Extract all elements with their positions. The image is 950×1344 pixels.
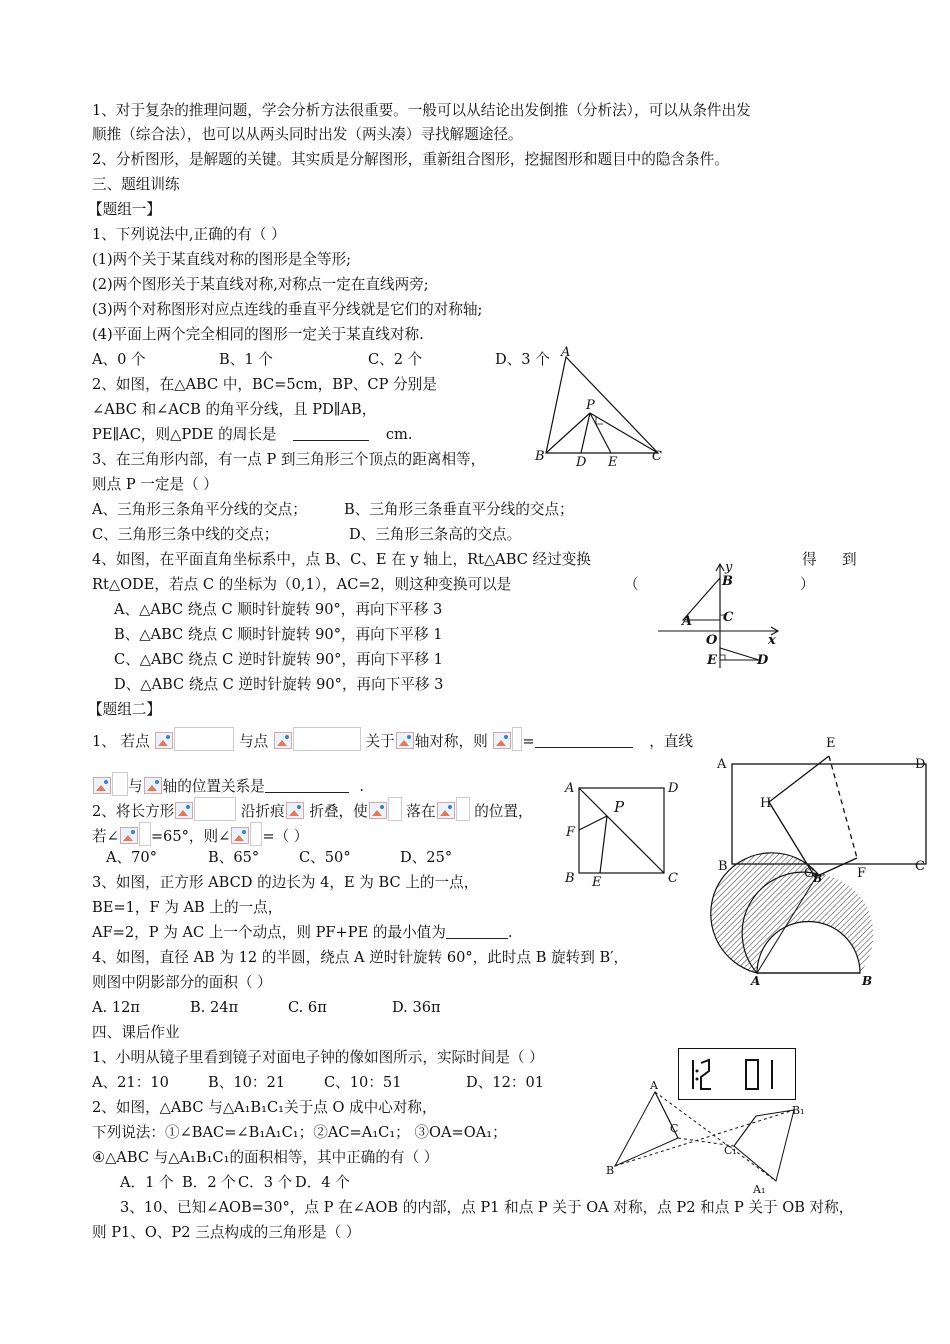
label-b1: B₁ [792,1104,805,1117]
option-d: D、25° [400,849,453,866]
formula-box [250,822,262,846]
label-d: D [576,455,587,470]
image-placeholder-icon [155,732,173,749]
s4-q2-options [120,1173,350,1193]
text: 关于 [365,733,395,750]
s4-q2-line-1: 2、如图，△ABC 与△A₁B₁C₁关于点 O 成中心对称， [92,1099,437,1116]
option-b: B．2 个 [182,1174,236,1191]
text: =65°，则∠ [150,828,231,845]
image-placeholder-icon [144,777,162,794]
g1-q3-line-1: 3、在三角形内部，有一点 P 到三角形三个顶点的距离相等， [92,451,486,468]
label-b: B [722,574,733,589]
g1-q1-item-2: (2)两个图形关于某直线对称,对称点一定在直线两旁; [92,276,429,293]
g1-q3-options-cd [92,525,522,545]
option-c: C、2 个 [368,351,423,368]
label-c: C [723,610,734,625]
g2-q4-line-2: 则图中阴影部分的面积（ ） [92,974,272,991]
text: 折叠，使 [309,803,368,820]
paren-close: ） [800,576,815,593]
label-c: C [915,859,925,874]
semicircle-rotation-figure [725,868,885,990]
paren-open: （ [624,576,639,593]
option-b: B. 24π [190,999,239,1016]
s4-q2-line-3: ④△ABC 与△A₁B₁C₁的面积相等，其中正确的有（ ） [92,1149,439,1166]
s4-q3-line-2: 则 P1、O、P2 三点构成的三角形是（ ） [92,1224,361,1241]
g1-q4-option-b: B、△ABC 绕点 C 顺时针旋转 90°，再向下平移 1 [114,626,443,643]
g1-q4-word-2: 到 [842,551,857,568]
option-b: B、1 个 [219,351,273,368]
g1-q2-line-3 [92,425,412,445]
text: 与点 [239,733,269,750]
text: 轴的位置关系是 [162,778,265,795]
text: 2、将长方形 [92,803,175,820]
option-a: A、0 个 [92,351,146,368]
label-p: P [586,398,595,413]
option-d: D．4 个 [295,1174,350,1191]
label-d: D [668,781,679,796]
g1-q2-line-2: ∠ABC 和∠ACB 的角平分线，且 PD∥AB， [92,401,377,418]
g2-q2-line-2 [92,822,308,847]
option-c: C、50° [299,849,351,866]
image-placeholder-icon [274,732,292,749]
option-b: B、三角形三条垂直平分线的交点； [344,501,574,518]
label-a: A [717,757,727,772]
g2-q1-line-1 [92,727,693,753]
image-placeholder-icon [396,732,414,749]
image-placeholder-icon [286,802,304,819]
g1-q3-line-2: 则点 P 一定是（ ） [92,476,218,493]
option-a: A、21：10 [92,1074,169,1091]
label-d: D [915,757,926,772]
s4-q2-line-2: 下列说法：①∠BAC=∠B₁A₁C₁；②AC=A₁C₁； ③OA=OA₁； [92,1124,507,1141]
option-b: B、10：21 [208,1074,286,1091]
g1-q1-item-3: (3)两个对称图形对应点连线的垂直平分线就是它们的对称轴; [92,301,483,318]
g2-q2-line-1 [92,797,533,822]
label-a: A [561,345,571,360]
coordinate-figure [655,560,785,672]
formula-box [174,727,234,751]
triangle-abc-figure [533,345,668,470]
label-y: y [725,560,733,575]
g1-q2-line-3-text: PE∥AC，则△PDE 的周长是 [92,426,277,443]
text: = [522,733,535,750]
label-c: C [670,1122,679,1135]
g2-q2-options [106,848,453,868]
s4-q3-line-1: 3、10、已知∠AOB=30°，点 P 在∠AOB 的内部，点 P1 和点 P 关于 OA 对称，点 P2 和点 P 关于 OB 对称， [120,1199,854,1216]
formula-box [194,797,236,821]
method-line-1: 1、对于复杂的推理问题，学会分析方法很重要。一般可以从结论出发倒推（分析法），可以从条件出发 [92,102,751,119]
answer-blank [446,924,508,939]
label-e: E [826,736,836,751]
g1-q3-options-ab [92,500,574,520]
label-e: E [592,875,602,890]
option-d: D、三角形三条高的交点。 [349,526,522,543]
g2-q1-line-2 [92,772,364,797]
g1-q4-line-1-text: 4、如图，在平面直角坐标系中，点 B、C、E 在 y 轴上，Rt△ABC 经过变换 [92,551,591,568]
g1-q1-item-4: (4)平面上两个完全相同的图形一定关于某直线对称. [92,326,424,343]
g1-q4-line-2 [92,575,815,595]
g1-q4-option-d: D、△ABC 绕点 C 逆时针旋转 90°，再向下平移 3 [114,676,444,693]
text: 若∠ [92,828,119,845]
square-figure [562,778,690,890]
s4-q1-stem: 1、小明从镜子里看到镜子对面电子钟的像如图所示，实际时间是（ ） [92,1049,544,1066]
option-a: A、70° [106,849,157,866]
label-b: B [535,449,545,464]
group2-title: 【题组二】 [88,701,161,718]
g2-q4-line-1: 4、如图，直径 AB 为 12 的半圆，绕点 A 逆时针旋转 60°，此时点 B 旋转到 B′， [92,949,629,966]
text: 1、 若点 [92,733,150,750]
text: 沿折痕 [240,803,285,820]
label-a1: A₁ [753,1183,766,1196]
label-c: C [652,449,662,464]
formula-box [139,822,151,846]
option-a: A．1 个 [120,1174,174,1191]
section-4-title: 四、课后作业 [92,1024,180,1041]
label-a: A [650,1079,658,1092]
image-placeholder-icon [93,777,111,794]
text: 的位置， [474,803,533,820]
g1-q4-word-1: 得 [802,551,817,568]
s4-q1-options [92,1073,545,1093]
label-p: P [614,798,625,816]
label-e: E [707,653,717,668]
option-b: B、65° [208,849,260,866]
formula-box [512,727,522,751]
central-symmetry-figure [598,1078,810,1198]
label-c: C [668,871,678,886]
method-line-3: 2、分析图形，是解题的关键。其实质是分解图形，重新组合图形，挖掘图形和题目中的隐含条件。 [92,151,729,168]
option-c: C、三角形三条中线的交点； [92,526,279,543]
image-placeholder-icon [437,802,455,819]
label-b: B [606,1164,615,1177]
label-a: A [565,781,575,796]
option-a: A. 12π [92,999,140,1016]
g1-q1-options [92,350,550,370]
option-c: C．3 个 [238,1174,293,1191]
text: =（ ） [262,828,309,845]
text: AF=2，P 为 AC 上一个动点，则 PF+PE 的最小值为 [92,924,446,941]
option-d: D、12：01 [466,1074,545,1091]
formula-box [293,727,361,751]
label-b: B [565,871,575,886]
image-placeholder-icon [231,827,249,844]
option-c: C. 6π [288,999,327,1016]
image-placeholder-icon [369,802,387,819]
option-d: D、3 个 [495,351,550,368]
option-d: D. 36π [392,999,441,1016]
label-x: x [768,633,776,648]
g2-q4-options [92,998,441,1018]
option-c: C、10：51 [324,1074,402,1091]
formula-box [112,772,128,796]
label-c1: C₁ [724,1144,737,1157]
label-a: A [682,614,693,629]
label-f: F [566,825,576,840]
g1-q1-item-1: (1)两个关于某直线对称的图形是全等形; [92,251,352,268]
formula-box [388,797,402,821]
text: 与 [128,778,143,795]
answer-blank [293,426,369,441]
text: ，直线 [649,733,693,750]
text: 轴对称，则 [414,733,488,750]
g1-q4-option-c: C、△ABC 绕点 C 逆时针旋转 90°，再向下平移 1 [114,651,443,668]
label-b: B [862,974,873,988]
g1-q4-option-a: A、△ABC 绕点 C 顺时针旋转 90°，再向下平移 3 [114,601,443,618]
label-e: E [608,455,618,470]
label-o: O [706,633,718,648]
formula-box [456,797,470,821]
unit-text: cm. [385,426,413,443]
g2-q3-line-1: 3、如图，正方形 ABCD 的边长为 4，E 为 BC 上的一点， [92,874,479,891]
g2-q3-line-2: BE=1，F 为 AB 上的一点， [92,899,283,916]
image-placeholder-icon [120,827,138,844]
text: . [359,778,365,795]
label-d: D [757,653,769,668]
option-a: A、三角形三条角平分线的交点； [92,501,307,518]
image-placeholder-icon [493,732,511,749]
method-line-2: 顺推（综合法），也可以从两头同时出发（两头凑）寻找解题途径。 [92,126,523,143]
label-f: F [857,866,867,881]
label-h: H [760,796,772,811]
answer-blank [535,733,633,748]
text: 落在 [406,803,436,820]
g1-q1-stem: 1、下列说法中,正确的有（ ） [92,226,286,243]
g2-q3-line-3 [92,923,513,943]
g1-q4-line-1 [92,550,857,570]
answer-blank [265,778,349,793]
text: . [507,924,513,941]
g1-q4-line-2-text: Rt△ODE，若点 C 的坐标为（0,1），AC=2，则这种变换可以是 [92,576,512,593]
label-b: B [718,859,728,874]
label-a: A [751,974,761,988]
label-b-prime: B′ [813,872,826,885]
image-placeholder-icon [175,802,193,819]
section-3-title: 三、题组训练 [92,176,180,193]
g1-q2-line-1: 2、如图，在△ABC 中，BC=5cm，BP、CP 分别是 [92,376,437,393]
group1-title: 【题组一】 [88,201,161,218]
